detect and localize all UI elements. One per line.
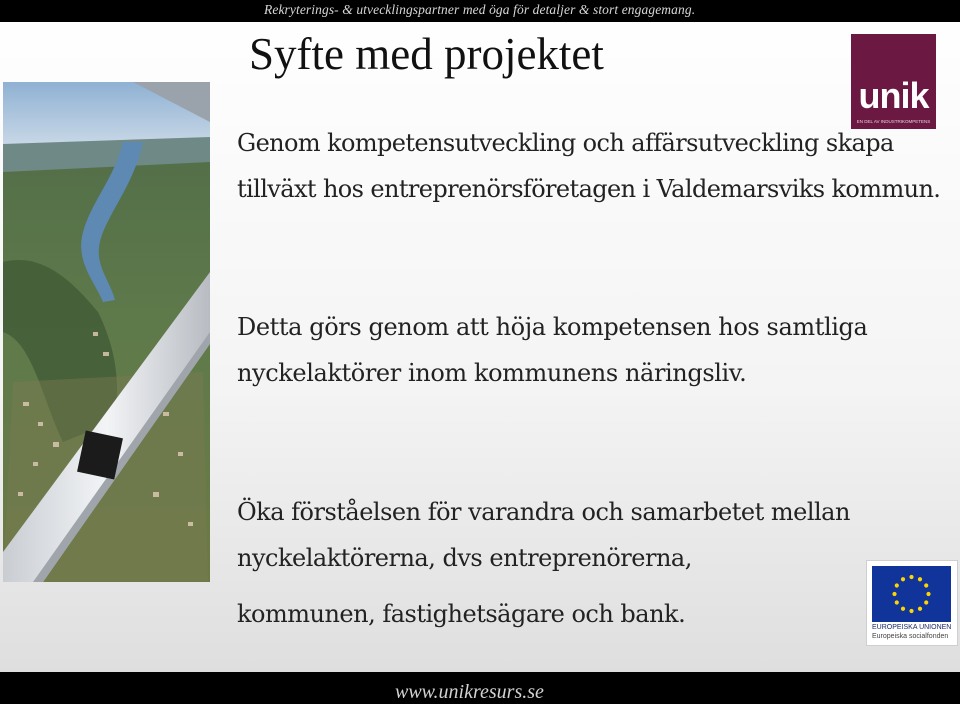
paragraph-purpose: Genom kompetensutveckling och affärsutveckling skapa tillväxt hos entreprenörsföretagen i Valdemarsviks kommun. [237, 129, 941, 203]
eu-logo-line2: Europeiska socialfonden [872, 633, 949, 640]
slide-title: Syfte med projektet [249, 29, 604, 79]
footer-website: www.unikresurs.se [395, 681, 544, 703]
paragraph-cooperation [237, 489, 917, 637]
eu-star [895, 600, 899, 604]
eu-star [909, 575, 913, 579]
eu-star [892, 592, 896, 596]
eu-flag-icon [872, 566, 951, 622]
eu-star [924, 600, 928, 604]
header-tagline: Rekryterings- & utvecklingspartner med öga för detaljer & stort engagemang. [264, 2, 696, 17]
eu-logo [866, 560, 958, 646]
paragraph-cooperation-main: Öka förståelsen för varandra och samarbetet mellan nyckelaktörerna, dvs entreprenörerna, [237, 498, 850, 572]
paragraph-method: Detta görs genom att höja kompetensen hos samtliga nyckelaktörer inom kommunens näringsliv. [237, 313, 868, 387]
unik-logo [851, 34, 936, 129]
eu-star [918, 607, 922, 611]
eu-star [901, 577, 905, 581]
unik-logo-subtitle: EN DEL AV INDUSTRIKOMPETENS [856, 119, 931, 124]
eu-star [918, 577, 922, 581]
eu-star [924, 583, 928, 587]
paragraph-cooperation-last: kommunen, fastighetsägare och bank. [237, 600, 686, 628]
unik-logo-word: unik [858, 75, 929, 116]
eu-star [901, 607, 905, 611]
eu-logo-line1: EUROPEISKA UNIONEN [872, 624, 952, 631]
eu-star [926, 592, 930, 596]
eu-star [895, 583, 899, 587]
eu-star [909, 609, 913, 613]
aerial-photo [3, 82, 210, 582]
